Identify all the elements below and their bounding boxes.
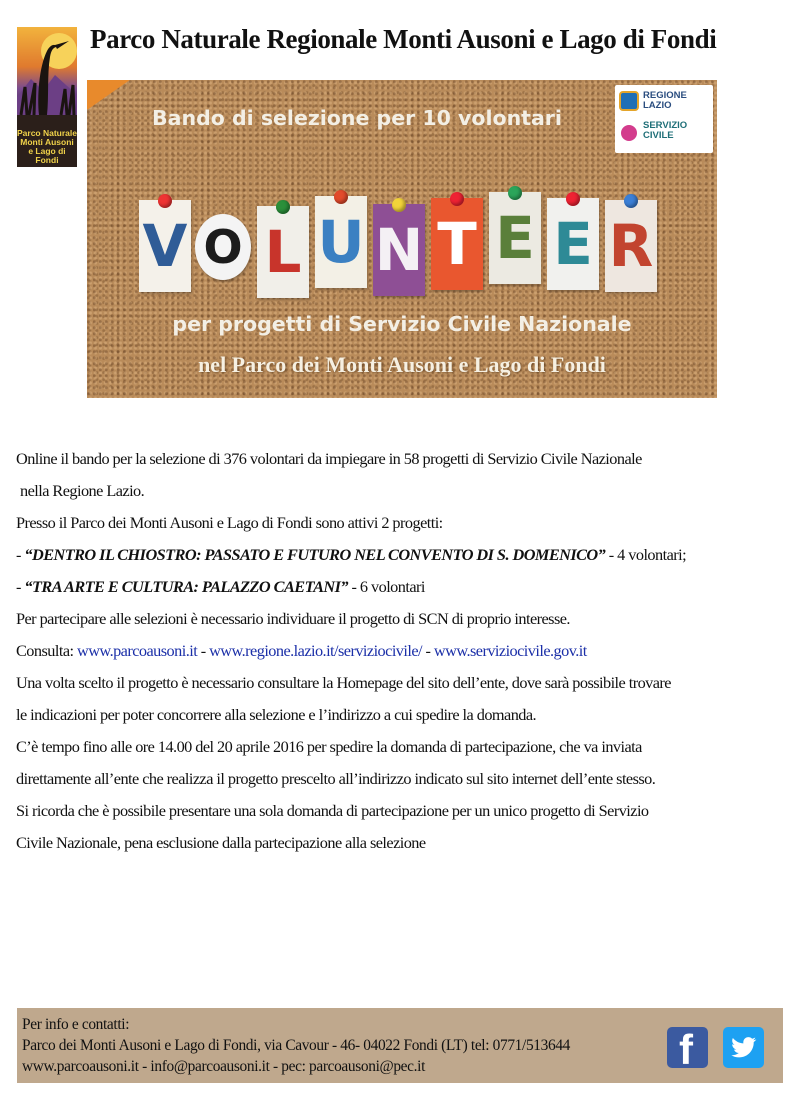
project-volunteers: - 6 volontari [347, 577, 425, 596]
contact-footer [17, 1008, 783, 1083]
banner-top-text: Bando di selezione per 10 volontari [152, 106, 562, 130]
contact-heading: Per info e contatti: [22, 1016, 130, 1033]
paragraph: Online il bando per la selezione di 376 volontari da impiegare in 58 progetti di Servizio Civile Nazionale [16, 449, 642, 468]
letter-card: L [257, 206, 309, 298]
parcoausoni-link[interactable]: www.parcoausoni.it [77, 641, 198, 660]
volunteer-banner [87, 80, 717, 398]
volunteer-letter-cards [139, 196, 699, 296]
contact-address: Parco dei Monti Ausoni e Lago di Fondi, via Cavour - 46- 04022 Fondi (LT) tel: 0771/513644 [22, 1037, 571, 1054]
page-title: Parco Naturale Regionale Monti Ausoni e Lago di Fondi [90, 24, 717, 54]
letter-card: U [315, 196, 367, 288]
project-title: “TRA ARTE E CULTURA: PALAZZO CAETANI” [24, 577, 348, 596]
banner-subtitle: per progetti di Servizio Civile Nazionale [172, 312, 632, 336]
paragraph: C’è tempo fino alle ore 14.00 del 20 aprile 2016 per spedire la domanda di partecipazione, che va inviata [16, 737, 642, 756]
logo-caption: Parco Naturale Monti Ausoni e Lago di Fondi [17, 128, 77, 165]
letter-card: N [373, 204, 425, 296]
banner-subtitle-2: nel Parco dei Monti Ausoni e Lago di Fondi [198, 352, 606, 377]
letter-card: T [431, 198, 483, 290]
project-title: “DENTRO IL CHIOSTRO: PASSATO E FUTURO NEL CONVENTO DI S. DOMENICO” [24, 545, 606, 564]
letter-card: V [139, 200, 191, 292]
twitter-icon[interactable] [723, 1027, 764, 1068]
project-item: - “TRA ARTE E CULTURA: PALAZZO CAETANI” - 6 volontari [16, 577, 425, 596]
paragraph: Una volta scelto il progetto è necessario consultare la Homepage del sito dell’ente, dove sarà possibile trovare [16, 673, 671, 692]
letter-card: E [547, 198, 599, 290]
consulta-links: Consulta: www.parcoausoni.it - www.regione.lazio.it/serviziocivile/ - www.serviziocivile.gov.it [16, 641, 587, 660]
letter-card: E [489, 192, 541, 284]
letter-card: R [605, 200, 657, 292]
contact-info [22, 1014, 570, 1077]
letter-card: O [195, 214, 251, 280]
paragraph: nella Regione Lazio. [20, 481, 145, 500]
contact-web-email: www.parcoausoni.it - info@parcoausoni.it - pec: parcoausoni@pec.it [22, 1058, 425, 1075]
serviziocivile-link[interactable]: www.serviziocivile.gov.it [433, 641, 587, 660]
paragraph: Presso il Parco dei Monti Ausoni e Lago di Fondi sono attivi 2 progetti: [16, 513, 443, 532]
park-logo [17, 27, 77, 167]
servizio-civile-icon [621, 125, 637, 141]
announcement-body [16, 443, 796, 859]
facebook-icon[interactable]: f [667, 1027, 708, 1068]
paragraph: Civile Nazionale, pena esclusione dalla partecipazione alla selezione [16, 833, 426, 852]
project-volunteers: - 4 volontari; [605, 545, 687, 564]
badge-line-1: REGIONE LAZIO [643, 90, 687, 111]
regione-lazio-link[interactable]: www.regione.lazio.it/serviziocivile/ [209, 641, 422, 660]
paragraph: Si ricorda che è possibile presentare una sola domanda di partecipazione per un unico progetto di Servizio [16, 801, 649, 820]
regione-lazio-badge [615, 85, 713, 153]
paragraph: le indicazioni per poter concorrere alla selezione e l’indirizzo a cui spedire la domanda. [16, 705, 537, 724]
badge-line-2: SERVIZIO CIVILE [643, 120, 688, 141]
paragraph: direttamente all’ente che realizza il progetto prescelto all’indirizzo indicato sul sito internet dell’ente stesso. [16, 769, 656, 788]
paragraph: Per partecipare alle selezioni è necessario individuare il progetto di SCN di proprio interesse. [16, 609, 570, 628]
twitter-bird-icon [723, 1027, 764, 1068]
regione-lazio-icon [619, 91, 639, 111]
project-item: - “DENTRO IL CHIOSTRO: PASSATO E FUTURO NEL CONVENTO DI S. DOMENICO” - 4 volontari; [16, 545, 687, 564]
